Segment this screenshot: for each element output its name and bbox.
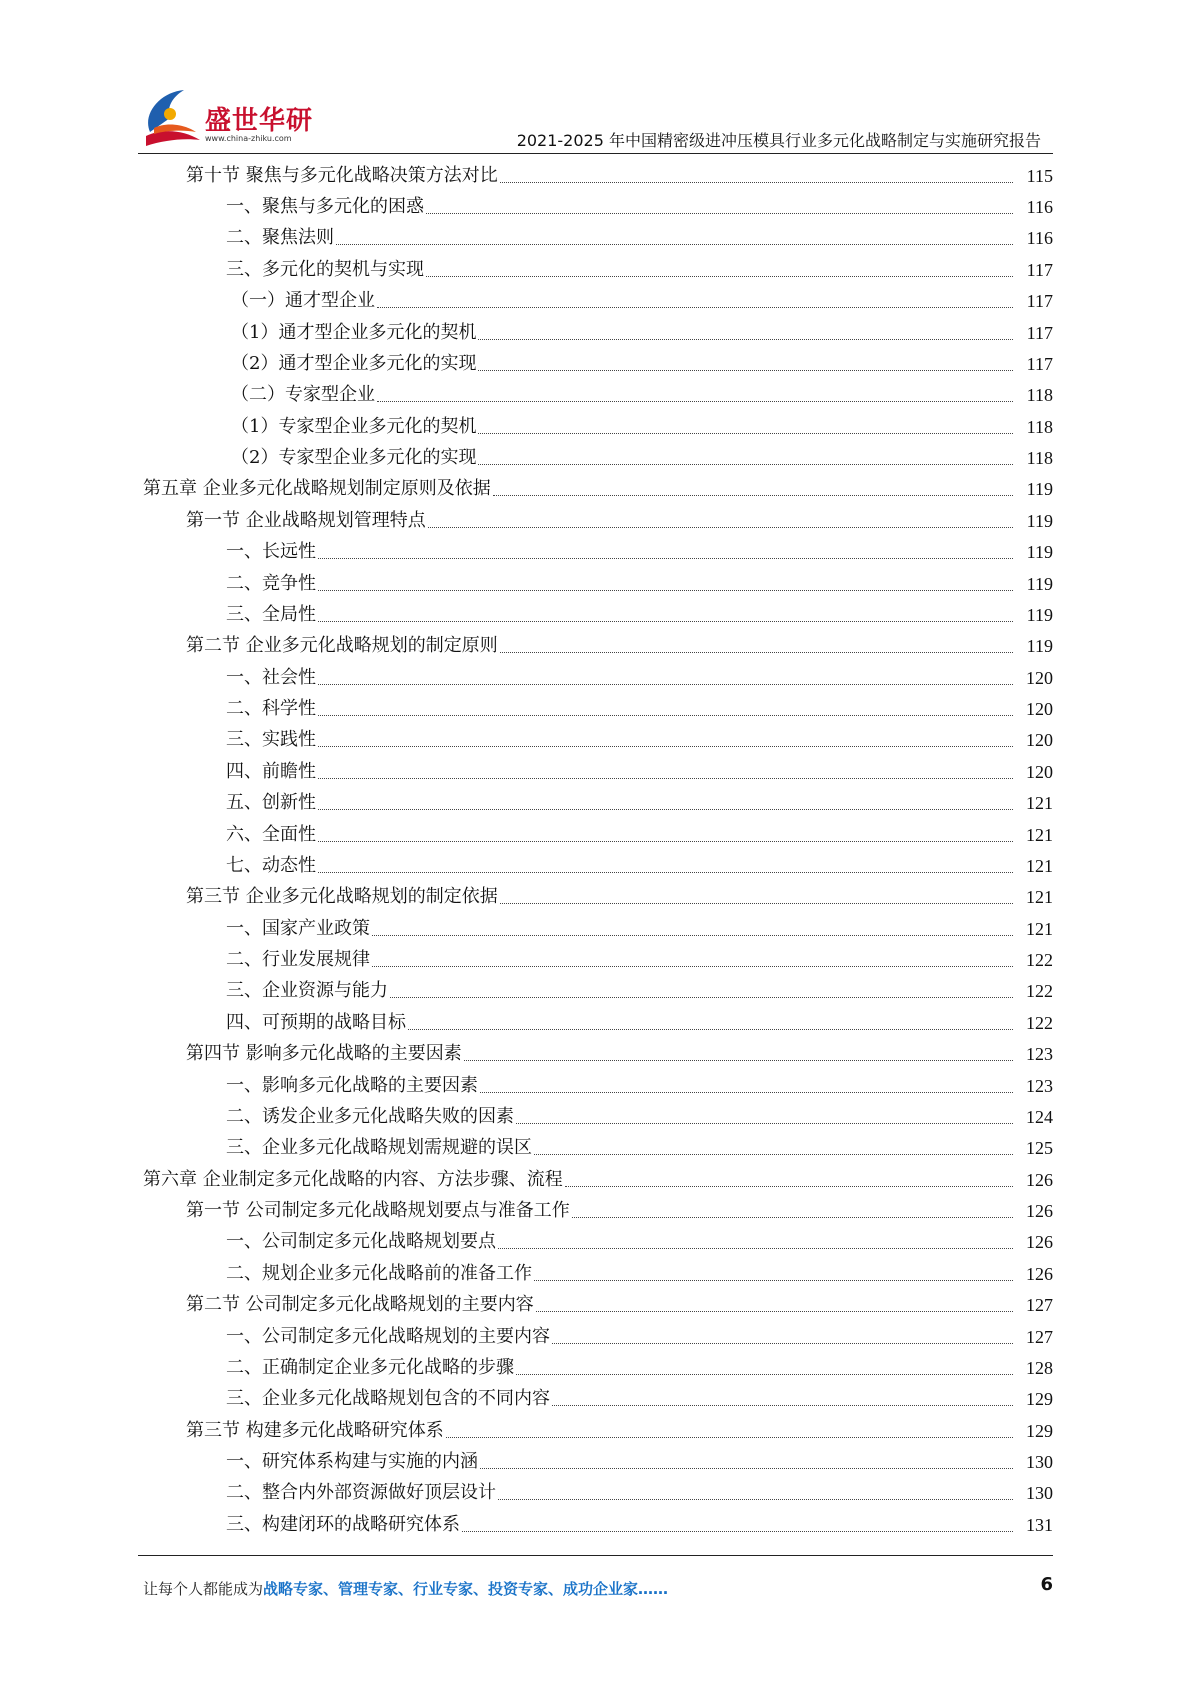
toc-entry-label: 二、科学性: [226, 698, 316, 720]
toc-dot-leader: [462, 1530, 1013, 1532]
toc-dot-leader: [493, 494, 1013, 496]
toc-entry-label: 第一节 公司制定多元化战略规划要点与准备工作: [186, 1200, 570, 1222]
toc-entry-page: 121: [1026, 887, 1053, 908]
logo-text: 盛世华研: [205, 106, 314, 136]
toc-entry-label: 二、整合内外部资源做好顶层设计: [226, 1482, 496, 1504]
toc-entry-page: 121: [1026, 918, 1053, 939]
toc-entry-label: 七、动态性: [226, 854, 316, 876]
toc-entry-label: 三、全局性: [226, 603, 316, 625]
toc-entry-page: 117: [1026, 291, 1053, 312]
toc-dot-leader: [318, 871, 1013, 873]
toc-dot-leader: [534, 1279, 1013, 1281]
toc-entry-label: 二、竞争性: [226, 572, 316, 594]
toc-dot-leader: [377, 306, 1013, 308]
toc-entry-label: （一）通才型企业: [231, 290, 375, 312]
footer-divider: [138, 1555, 1053, 1556]
toc-entry-label: 第二节 企业多元化战略规划的制定原则: [186, 635, 498, 657]
toc-entry-label: 一、国家产业政策: [226, 917, 370, 939]
toc-entry-label: 三、多元化的契机与实现: [226, 258, 424, 280]
toc-entry-page: 124: [1026, 1106, 1053, 1127]
toc-dot-leader: [408, 1028, 1013, 1030]
toc-entry[interactable]: [0, 568, 1191, 599]
toc-entry-page: 123: [1026, 1044, 1053, 1065]
toc-dot-leader: [552, 1404, 1013, 1406]
toc-dot-leader: [572, 1216, 1013, 1218]
toc-entry-label: 四、前瞻性: [226, 760, 316, 782]
toc-entry[interactable]: [0, 348, 1191, 379]
toc-entry[interactable]: [0, 317, 1191, 348]
toc-dot-leader: [372, 934, 1013, 936]
toc-entry-page: 125: [1026, 1138, 1053, 1159]
toc-dot-leader: [480, 1091, 1013, 1093]
toc-dot-leader: [552, 1342, 1013, 1344]
toc-entry-page: 119: [1026, 479, 1053, 500]
toc-entry[interactable]: [0, 1321, 1191, 1352]
toc-entry[interactable]: [0, 286, 1191, 317]
toc-dot-leader: [318, 557, 1013, 559]
footer-slogan: [143, 1578, 668, 1599]
toc-entry-label: （2）专家型企业多元化的实现: [231, 447, 477, 469]
toc-entry-label: 一、公司制定多元化战略规划的主要内容: [226, 1325, 550, 1347]
toc-dot-leader: [428, 526, 1013, 528]
toc-dot-leader: [318, 714, 1013, 716]
toc-entry[interactable]: [0, 913, 1191, 944]
toc-dot-leader: [318, 589, 1013, 591]
toc-entry-page: 121: [1026, 793, 1053, 814]
toc-entry[interactable]: [0, 1384, 1191, 1415]
toc-entry[interactable]: [0, 1195, 1191, 1226]
toc-entry-page: 126: [1026, 1201, 1053, 1222]
footer-lead: 让每个人都能成为: [143, 1580, 264, 1598]
toc-entry[interactable]: [0, 380, 1191, 411]
toc-dot-leader: [534, 1153, 1013, 1155]
page-number: 6: [1040, 1574, 1053, 1595]
toc-entry-page: 129: [1026, 1389, 1053, 1410]
toc-dot-leader: [565, 1185, 1013, 1187]
toc-entry[interactable]: [0, 1227, 1191, 1258]
toc-dot-leader: [318, 777, 1013, 779]
toc-entry[interactable]: [0, 1290, 1191, 1321]
toc-entry-label: 一、长远性: [226, 541, 316, 563]
toc-entry-label: 三、企业多元化战略规划需规避的误区: [226, 1137, 532, 1159]
toc-entry-label: 三、构建闭环的战略研究体系: [226, 1513, 460, 1535]
toc-entry-label: （1）通才型企业多元化的契机: [231, 321, 477, 343]
toc-entry-label: 第五章 企业多元化战略规划制定原则及依据: [143, 478, 491, 500]
toc-entry-page: 117: [1026, 353, 1053, 374]
toc-entry-page: 119: [1026, 636, 1053, 657]
toc-dot-leader: [390, 996, 1013, 998]
toc-dot-leader: [516, 1122, 1013, 1124]
report-title: 2021-2025 年中国精密级进冲压模具行业多元化战略制定与实施研究报告: [516, 131, 1041, 150]
toc-dot-leader: [480, 1467, 1013, 1469]
toc-entry-page: 118: [1026, 448, 1053, 469]
toc-entry-label: 一、研究体系构建与实施的内涵: [226, 1451, 478, 1473]
toc-entry-label: 一、聚焦与多元化的困惑: [226, 196, 424, 218]
toc-dot-leader: [426, 212, 1013, 214]
toc-entry[interactable]: [0, 160, 1191, 191]
toc-entry-label: 二、聚焦法则: [226, 227, 334, 249]
logo-url: www.china-zhiku.com: [205, 134, 292, 143]
toc-entry-label: 第六章 企业制定多元化战略的内容、方法步骤、流程: [143, 1168, 563, 1190]
toc-entry[interactable]: [0, 537, 1191, 568]
toc-entry-label: 第二节 公司制定多元化战略规划的主要内容: [186, 1294, 534, 1316]
toc-entry-page: 115: [1026, 165, 1053, 186]
toc-dot-leader: [500, 902, 1013, 904]
toc-entry-label: 五、创新性: [226, 792, 316, 814]
toc-entry-page: 120: [1026, 730, 1053, 751]
toc-entry-page: 126: [1026, 1169, 1053, 1190]
toc-dot-leader: [500, 651, 1013, 653]
toc-entry-page: 129: [1026, 1420, 1053, 1441]
toc-dot-leader: [318, 745, 1013, 747]
toc-entry-page: 130: [1026, 1452, 1053, 1473]
toc-entry[interactable]: [0, 1164, 1191, 1195]
toc-entry[interactable]: [0, 1133, 1191, 1164]
toc-entry-page: 121: [1026, 824, 1053, 845]
table-of-contents: [0, 160, 1191, 1541]
toc-entry-page: 128: [1026, 1357, 1053, 1378]
toc-entry-page: 116: [1026, 228, 1053, 249]
toc-entry[interactable]: [0, 599, 1191, 630]
toc-dot-leader: [318, 840, 1013, 842]
toc-dot-leader: [318, 808, 1013, 810]
toc-dot-leader: [478, 463, 1013, 465]
toc-entry[interactable]: [0, 976, 1191, 1007]
toc-entry-label: 第十节 聚焦与多元化战略决策方法对比: [186, 164, 498, 186]
toc-entry[interactable]: [0, 944, 1191, 975]
footer-roles: 战略专家、管理专家、行业专家、投资专家、成功企业家……: [263, 1580, 669, 1598]
toc-dot-leader: [500, 181, 1013, 183]
toc-entry[interactable]: [0, 1478, 1191, 1509]
toc-entry-page: 117: [1026, 322, 1053, 343]
toc-entry-page: 123: [1026, 1075, 1053, 1096]
toc-entry[interactable]: [0, 662, 1191, 693]
toc-entry[interactable]: [0, 882, 1191, 913]
toc-entry-page: 120: [1026, 699, 1053, 720]
toc-entry-page: 116: [1026, 197, 1053, 218]
toc-entry-page: 120: [1026, 667, 1053, 688]
toc-dot-leader: [498, 1498, 1013, 1500]
toc-entry-page: 122: [1026, 950, 1053, 971]
page-header: [0, 0, 1191, 160]
toc-entry-label: （二）专家型企业: [231, 384, 375, 406]
toc-entry-page: 127: [1026, 1295, 1053, 1316]
toc-entry-label: 第一节 企业战略规划管理特点: [186, 509, 426, 531]
toc-dot-leader: [536, 1310, 1013, 1312]
toc-dot-leader: [516, 1373, 1013, 1375]
toc-entry[interactable]: [0, 1509, 1191, 1540]
toc-entry[interactable]: [0, 693, 1191, 724]
toc-entry-label: 第三节 构建多元化战略研究体系: [186, 1419, 444, 1441]
toc-dot-leader: [478, 338, 1013, 340]
toc-dot-leader: [377, 400, 1013, 402]
toc-entry-label: 一、公司制定多元化战略规划要点: [226, 1231, 496, 1253]
toc-entry-page: 126: [1026, 1263, 1053, 1284]
toc-entry-page: 119: [1026, 604, 1053, 625]
toc-entry-label: 三、实践性: [226, 729, 316, 751]
toc-entry[interactable]: [0, 756, 1191, 787]
toc-entry-label: 一、社会性: [226, 666, 316, 688]
toc-entry-label: 三、企业资源与能力: [226, 980, 388, 1002]
toc-entry-page: 118: [1026, 385, 1053, 406]
toc-entry-page: 117: [1026, 259, 1053, 280]
toc-dot-leader: [318, 620, 1013, 622]
toc-entry-label: 三、企业多元化战略规划包含的不同内容: [226, 1388, 550, 1410]
toc-entry-page: 119: [1026, 573, 1053, 594]
toc-entry-page: 119: [1026, 510, 1053, 531]
toc-entry-label: 二、规划企业多元化战略前的准备工作: [226, 1262, 532, 1284]
toc-entry[interactable]: [0, 1415, 1191, 1446]
toc-entry-label: （1）专家型企业多元化的契机: [231, 415, 477, 437]
toc-entry-label: 第三节 企业多元化战略规划的制定依据: [186, 886, 498, 908]
toc-entry-page: 131: [1026, 1514, 1053, 1535]
toc-entry-label: （2）通才型企业多元化的实现: [231, 352, 477, 374]
toc-entry-label: 二、正确制定企业多元化战略的步骤: [226, 1356, 514, 1378]
toc-entry[interactable]: [0, 1007, 1191, 1038]
toc-dot-leader: [478, 369, 1013, 371]
toc-dot-leader: [498, 1247, 1013, 1249]
toc-entry-label: 二、诱发企业多元化战略失败的因素: [226, 1105, 514, 1127]
toc-dot-leader: [426, 275, 1013, 277]
toc-entry[interactable]: [0, 1446, 1191, 1477]
toc-entry-page: 130: [1026, 1483, 1053, 1504]
toc-entry-page: 127: [1026, 1326, 1053, 1347]
toc-entry-label: 第四节 影响多元化战略的主要因素: [186, 1043, 462, 1065]
toc-entry[interactable]: [0, 505, 1191, 536]
toc-entry[interactable]: [0, 442, 1191, 473]
toc-entry[interactable]: [0, 850, 1191, 881]
toc-entry-label: 一、影响多元化战略的主要因素: [226, 1074, 478, 1096]
toc-entry-page: 122: [1026, 981, 1053, 1002]
toc-entry-page: 121: [1026, 855, 1053, 876]
toc-entry-label: 六、全面性: [226, 823, 316, 845]
toc-entry[interactable]: [0, 411, 1191, 442]
toc-entry[interactable]: [0, 1258, 1191, 1289]
toc-dot-leader: [464, 1059, 1013, 1061]
toc-entry-label: 二、行业发展规律: [226, 949, 370, 971]
toc-entry-page: 122: [1026, 1012, 1053, 1033]
toc-entry-label: 四、可预期的战略目标: [226, 1011, 406, 1033]
toc-entry[interactable]: [0, 819, 1191, 850]
toc-entry[interactable]: [0, 1352, 1191, 1383]
toc-entry[interactable]: [0, 223, 1191, 254]
toc-entry[interactable]: [0, 254, 1191, 285]
header-divider: [138, 153, 1053, 154]
toc-entry[interactable]: [0, 1070, 1191, 1101]
toc-entry[interactable]: [0, 631, 1191, 662]
toc-dot-leader: [318, 683, 1013, 685]
toc-entry[interactable]: [0, 1101, 1191, 1132]
toc-entry-page: 119: [1026, 542, 1053, 563]
toc-entry-page: 126: [1026, 1232, 1053, 1253]
toc-entry-page: 120: [1026, 761, 1053, 782]
toc-entry[interactable]: [0, 725, 1191, 756]
toc-dot-leader: [372, 965, 1013, 967]
toc-entry[interactable]: [0, 191, 1191, 222]
toc-dot-leader: [446, 1436, 1013, 1438]
toc-entry[interactable]: [0, 1039, 1191, 1070]
toc-dot-leader: [478, 432, 1013, 434]
toc-entry[interactable]: [0, 474, 1191, 505]
toc-entry-page: 118: [1026, 416, 1053, 437]
toc-entry[interactable]: [0, 788, 1191, 819]
toc-dot-leader: [336, 243, 1013, 245]
